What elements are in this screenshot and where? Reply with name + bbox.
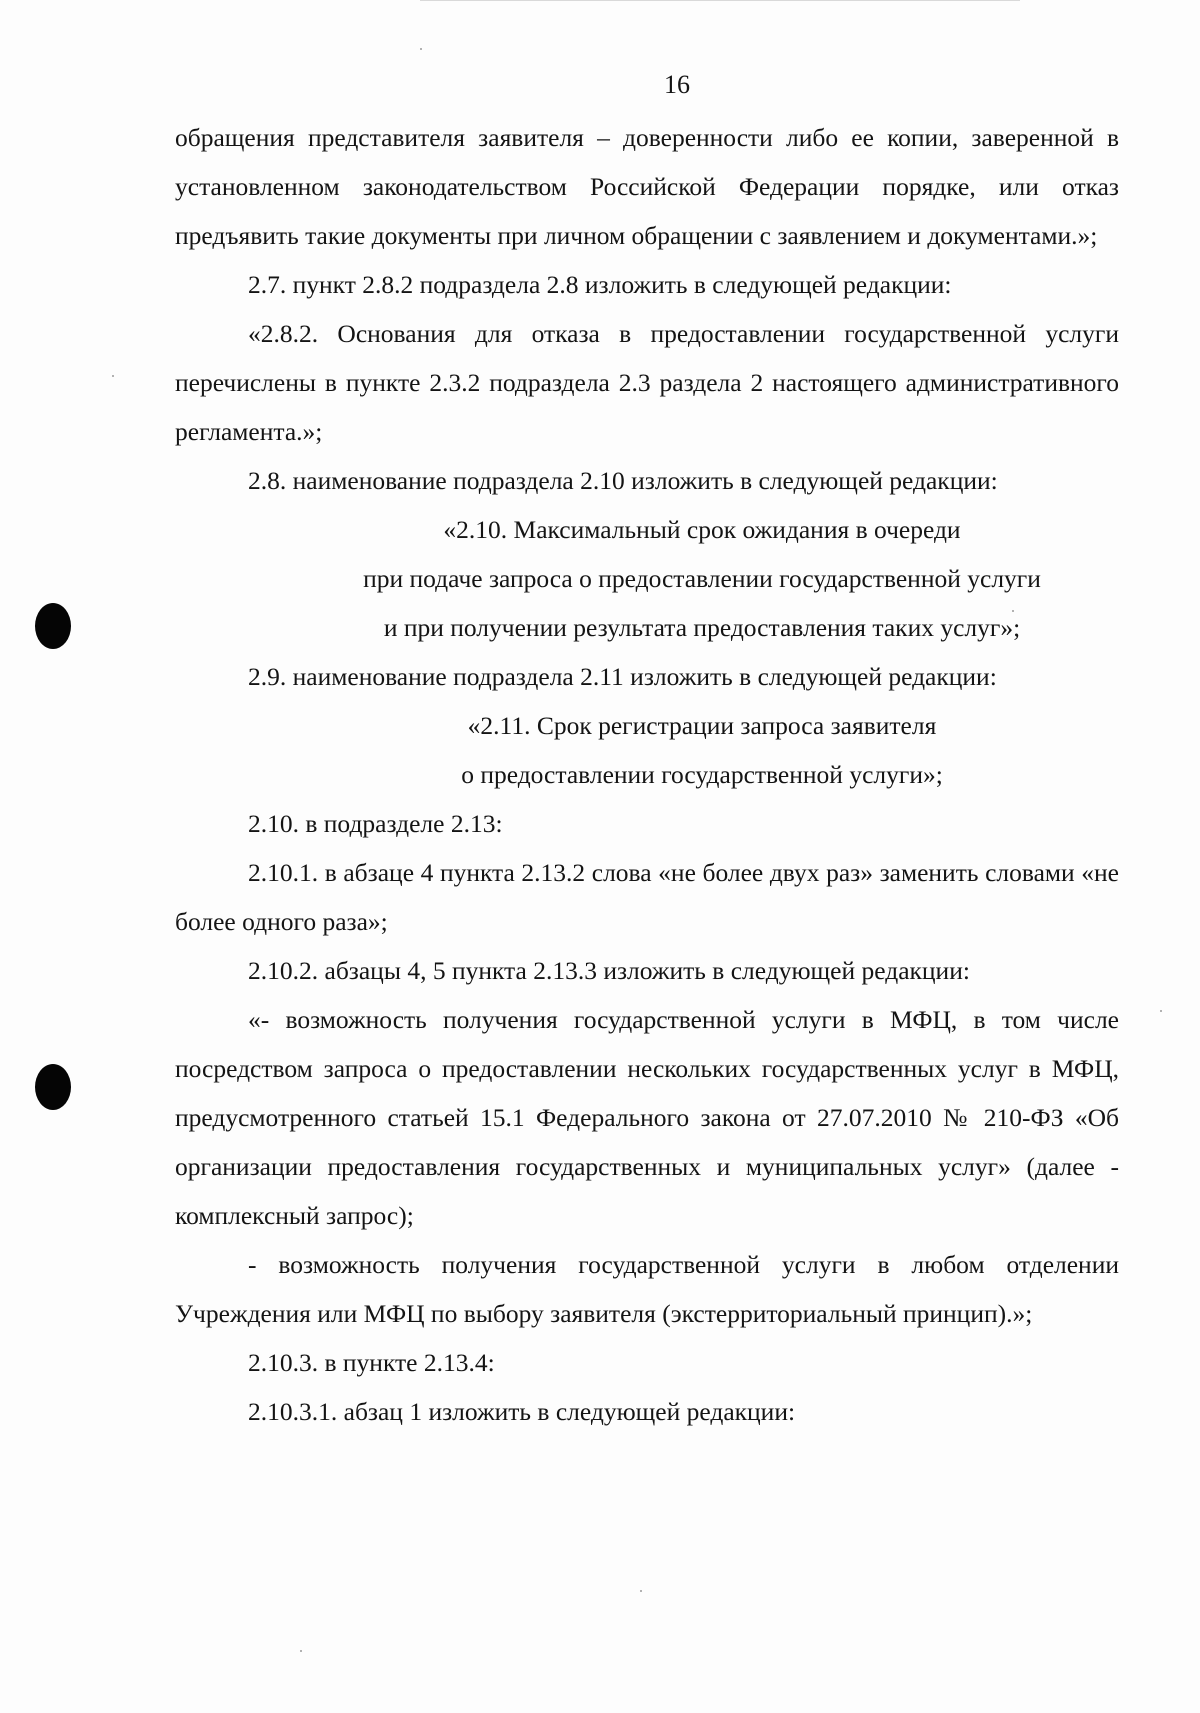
scan-edge-line — [420, 0, 1020, 1]
paragraph: 2.10.1. в абзаце 4 пункта 2.13.2 слова «не более двух раз» заменить словами «не более одного раза»; — [175, 858, 1119, 936]
paragraph: 2.10.3.1. абзац 1 изложить в следующей редакции: — [248, 1397, 796, 1426]
paragraph: - возможность получения государственной услуги в любом отделении Учреждения или МФЦ по выбору заявителя (экстерриториальный принцип).»; — [175, 1250, 1119, 1328]
paragraph: 2.10.3. в пункте 2.13.4: — [248, 1348, 495, 1377]
scan-speck — [640, 1590, 642, 1592]
centered-heading-line: «2.10. Максимальный срок ожидания в очереди — [443, 515, 961, 544]
page-number: 16 — [664, 70, 690, 99]
scan-speck — [420, 48, 422, 50]
centered-heading-line: о предоставлении государственной услуги»; — [461, 760, 943, 789]
document-body — [175, 113, 1119, 1436]
centered-heading-line: при подаче запроса о предоставлении государственной услуги — [363, 564, 1041, 593]
paragraph: обращения представителя заявителя – доверенности либо ее копии, заверенной в установленном законодательством Российской Федерации порядке, или отказ предъявить такие документы при личном обращении с заявлением и документами.»; — [175, 123, 1119, 250]
centered-heading-line: и при получении результата предоставления таких услуг»; — [383, 613, 1021, 642]
scan-speck — [1160, 1010, 1162, 1012]
scan-speck — [300, 1650, 302, 1652]
paragraph: 2.9. наименование подраздела 2.11 изложить в следующей редакции: — [248, 662, 997, 691]
paragraph: «- возможность получения государственной услуги в МФЦ, в том числе посредством запроса о предоставлении нескольких государственных услуг в МФЦ, предусмотренного статьей 15.1 Федерального закона от 27.07.2010 № 210-ФЗ «Об организации предоставления государственных и муниципальных услуг» (далее - комплексный запрос); — [175, 1005, 1119, 1230]
scan-speck — [112, 375, 114, 377]
paragraph: «2.8.2. Основания для отказа в предоставлении государственной услуги перечислены в пункте 2.3.2 подраздела 2.3 раздела 2 настоящего административного регламента.»; — [175, 319, 1119, 446]
paragraph: 2.10. в подразделе 2.13: — [248, 809, 503, 838]
centered-heading-line: «2.11. Срок регистрации запроса заявителя — [467, 711, 937, 740]
paragraph: 2.8. наименование подраздела 2.10 изложить в следующей редакции: — [248, 466, 998, 495]
paragraph: 2.7. пункт 2.8.2 подраздела 2.8 изложить в следующей редакции: — [248, 270, 952, 299]
punch-hole — [35, 1064, 71, 1110]
punch-hole — [35, 603, 71, 649]
paragraph: 2.10.2. абзацы 4, 5 пункта 2.13.3 изложить в следующей редакции: — [248, 956, 970, 985]
